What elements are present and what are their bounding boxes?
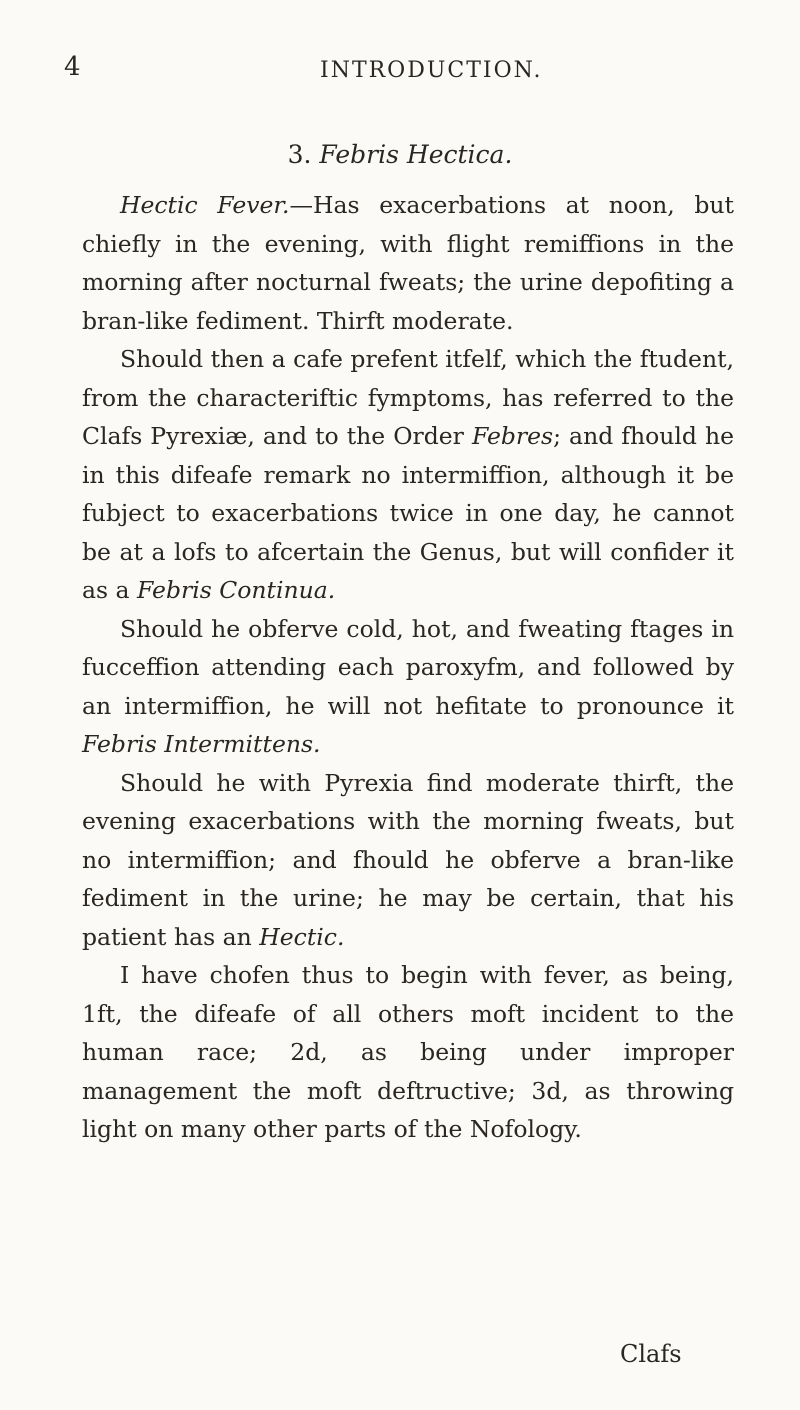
paragraph-3 [82,610,734,764]
section-number: 3. [287,140,312,169]
paragraph-4 [82,764,734,957]
section-heading [0,140,800,169]
paragraph-4-text: Should he with Pyrexia find moderate thirft, the evening exacerbations with the morning fweats, but no intermiffion; and fhould he obferve a bran-like fediment in the urine; he may be certain, that his patient has an [82,768,734,951]
running-head: INTRODUCTION. [320,58,543,83]
section-title: Febris Hectica. [319,140,513,169]
paragraph-2-italic2: Febris Continua. [137,576,336,604]
paragraph-2-italic: Febres [471,422,554,450]
catchword: Clafs [620,1340,682,1368]
paragraph-1 [82,186,734,340]
body-text [82,186,734,1149]
page-number: 4 [64,52,81,82]
paragraph-2-text2: ; and fhould he in this difeafe remark no intermiffion, although it be fubject to exacerbations twice in one day, he cannot be at a lofs to afcertain the Genus, but will confider it as a [82,422,735,604]
paragraph-1-lead: Hectic Fever. [120,191,290,219]
paragraph-2-text: Should then a cafe prefent itfelf, which the ftudent, from the characteriftic fymptoms, has referred to the Clafs Pyrexiæ, and to the Order [82,345,734,450]
paragraph-2 [82,340,734,610]
paragraph-4-italic: Hectic. [259,922,345,951]
paragraph-3-italic: Febris Intermittens. [82,730,321,758]
paragraph-5-text: I have chofen thus to begin with fever, as being, 1ft, the difeafe of all others moft incident to the human race; 2d, as being under improper management the moft deftructive; 3d, as throwing light on many other parts of the Nofology. [82,961,734,1143]
paragraph-3-text: Should he obferve cold, hot, and fweating ftages in fucceffion attending each paroxyfm, and followed by an intermiffion, he will not hefitate to pronounce it [82,614,734,720]
paragraph-5 [82,956,734,1149]
page-header [64,52,740,92]
paragraph-1-text: —Has exacerbations at noon, but chiefly in the evening, with flight remiffions in the morning after nocturnal fweats; the urine depofiting a bran-like fediment. Thirft moderate. [82,191,734,335]
